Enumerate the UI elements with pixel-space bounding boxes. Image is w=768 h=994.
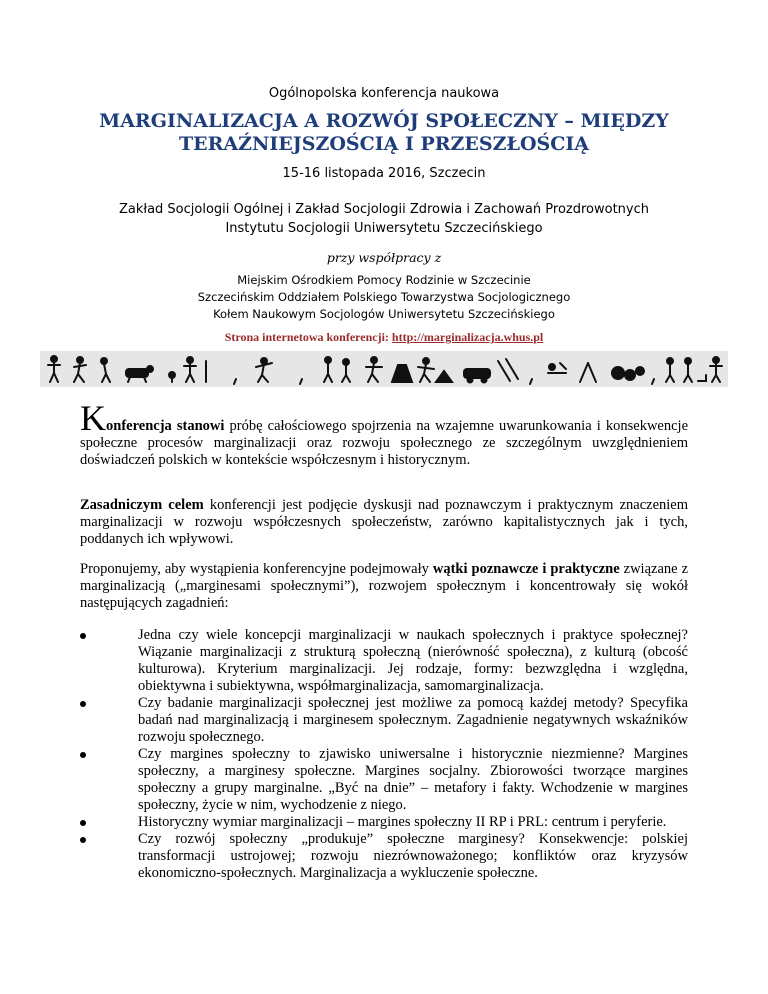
bullet-icon bbox=[80, 752, 86, 758]
topics-list bbox=[80, 627, 688, 882]
decorative-banner-image bbox=[40, 351, 728, 387]
organizer-line: Instytutu Socjologii Uniwersytetu Szczecińskiego bbox=[225, 221, 543, 236]
bullet-icon bbox=[80, 837, 86, 843]
list-item-text: Czy margines społeczny to zjawisko uniwersalne i historycznie niezmienne? Margines społeczny, a marginesy społeczne. Margines socjalny. Zbiorowości tworzące margines społeczny a grupy marginalne. „Być na dnie” – metafory i fakty. Wchodzenie w margines społeczny, życie w nim, wychodzenie z niego. bbox=[138, 746, 688, 813]
goal-text: konferencji jest podjęcie dyskusji nad poznawczym i praktycznym znaczeniem marginalizacji w rozwoju współczesnych społeczeństw, zarówno kapitalistycznych jak i tych, poddanych ich wpływowi. bbox=[80, 497, 689, 547]
cooperation-label: przy współpracy z bbox=[326, 250, 442, 265]
organizer bbox=[60, 200, 708, 238]
website-link[interactable]: http://marginalizacja.whus.pl bbox=[391, 330, 544, 344]
proposal-paragraph bbox=[80, 561, 688, 612]
organizer-line: Zakład Socjologii Ogólnej i Zakład Socjologii Zdrowia i Zachowań Prozdrowotnych bbox=[118, 202, 649, 217]
list-item-text: Historyczny wymiar marginalizacji – margines społeczny II RP i PRL: centrum i peryferie. bbox=[138, 814, 667, 830]
proposal-after: związane z marginalizacją („marginesami społecznymi”), rozwojem społecznym i koncentrowały się wokół następujących zagadnień: bbox=[80, 561, 688, 611]
bullet-icon bbox=[80, 633, 86, 639]
conference-type: Ogólnopolska konferencja naukowa bbox=[268, 86, 500, 101]
partner-item: Miejskim Ośrodkiem Pomocy Rodzinie w Szczecinie bbox=[237, 273, 531, 287]
intro-paragraph bbox=[80, 398, 688, 469]
partner-item: Szczecińskim Oddziałem Polskiego Towarzystwa Socjologicznego bbox=[197, 290, 571, 304]
list-item bbox=[80, 746, 688, 814]
list-item bbox=[80, 831, 688, 882]
website-label: Strona internetowa konferencji: bbox=[224, 330, 389, 344]
bullet-icon bbox=[80, 701, 86, 707]
list-item-text: Czy rozwój społeczny „produkuje” społeczne marginesy? Konsekwencje: polskiej transformacji ustrojowej; rozwoju niezrównoważonego; konfliktów oraz kryzysów ekonomiczno-społecznych. Marginalizacja a wykluczenie społeczne. bbox=[138, 831, 688, 881]
proposal-bold: wątki poznawcze i praktyczne bbox=[432, 561, 620, 577]
proposal-before: Proponujemy, aby wystąpienia konferencyjne podejmowały bbox=[80, 561, 433, 577]
conference-title: MARGINALIZACJA A ROZWÓJ SPOŁECZNY – MIĘDZY TERAŹNIEJSZOŚCIĄ I PRZESZŁOŚCIĄ bbox=[99, 110, 669, 155]
conference-date-place: 15-16 listopada 2016, Szczecin bbox=[282, 166, 486, 181]
website-line bbox=[0, 330, 768, 345]
drop-cap: K bbox=[80, 398, 106, 438]
partners-list bbox=[0, 272, 768, 323]
list-item bbox=[80, 814, 688, 831]
list-item-text: Czy badanie marginalizacji społecznej jest możliwe za pomocą każdej metody? Specyfika badań nad marginalizacją i marginesem społecznym. Zagadnienie negatywnych wskaźników rozwoju społecznego. bbox=[138, 695, 688, 745]
list-item bbox=[80, 695, 688, 746]
goal-paragraph bbox=[80, 497, 688, 548]
intro-text: próbę całościowego spojrzenia na wzajemne uwarunkowania i konsekwencje społeczne procesów marginalizacji oraz rozwoju społecznego ze szczególnym uwzględnieniem doświadczeń polskich w kontekście współczesnym i historycznym. bbox=[80, 418, 688, 468]
goal-lead: Zasadniczym celem bbox=[80, 497, 204, 513]
partner-item: Kołem Naukowym Socjologów Uniwersytetu Szczecińskiego bbox=[213, 307, 555, 321]
list-item-text: Jedna czy wiele koncepcji marginalizacji w naukach społecznych i praktyce społecznej? Wiązanie marginalizacji z strukturą społeczną (nierówność społeczna), z kulturą (obcość kulturowa). Kryterium marginalizacji. Jej rodzaje, formy: bezwzględna i względna, obiektywna i subiektywna, współmarginalizacja, samomarginalizacja. bbox=[138, 627, 688, 694]
list-item bbox=[80, 627, 688, 695]
intro-lead: onferencja stanowi bbox=[106, 418, 225, 434]
bullet-icon bbox=[80, 820, 86, 826]
